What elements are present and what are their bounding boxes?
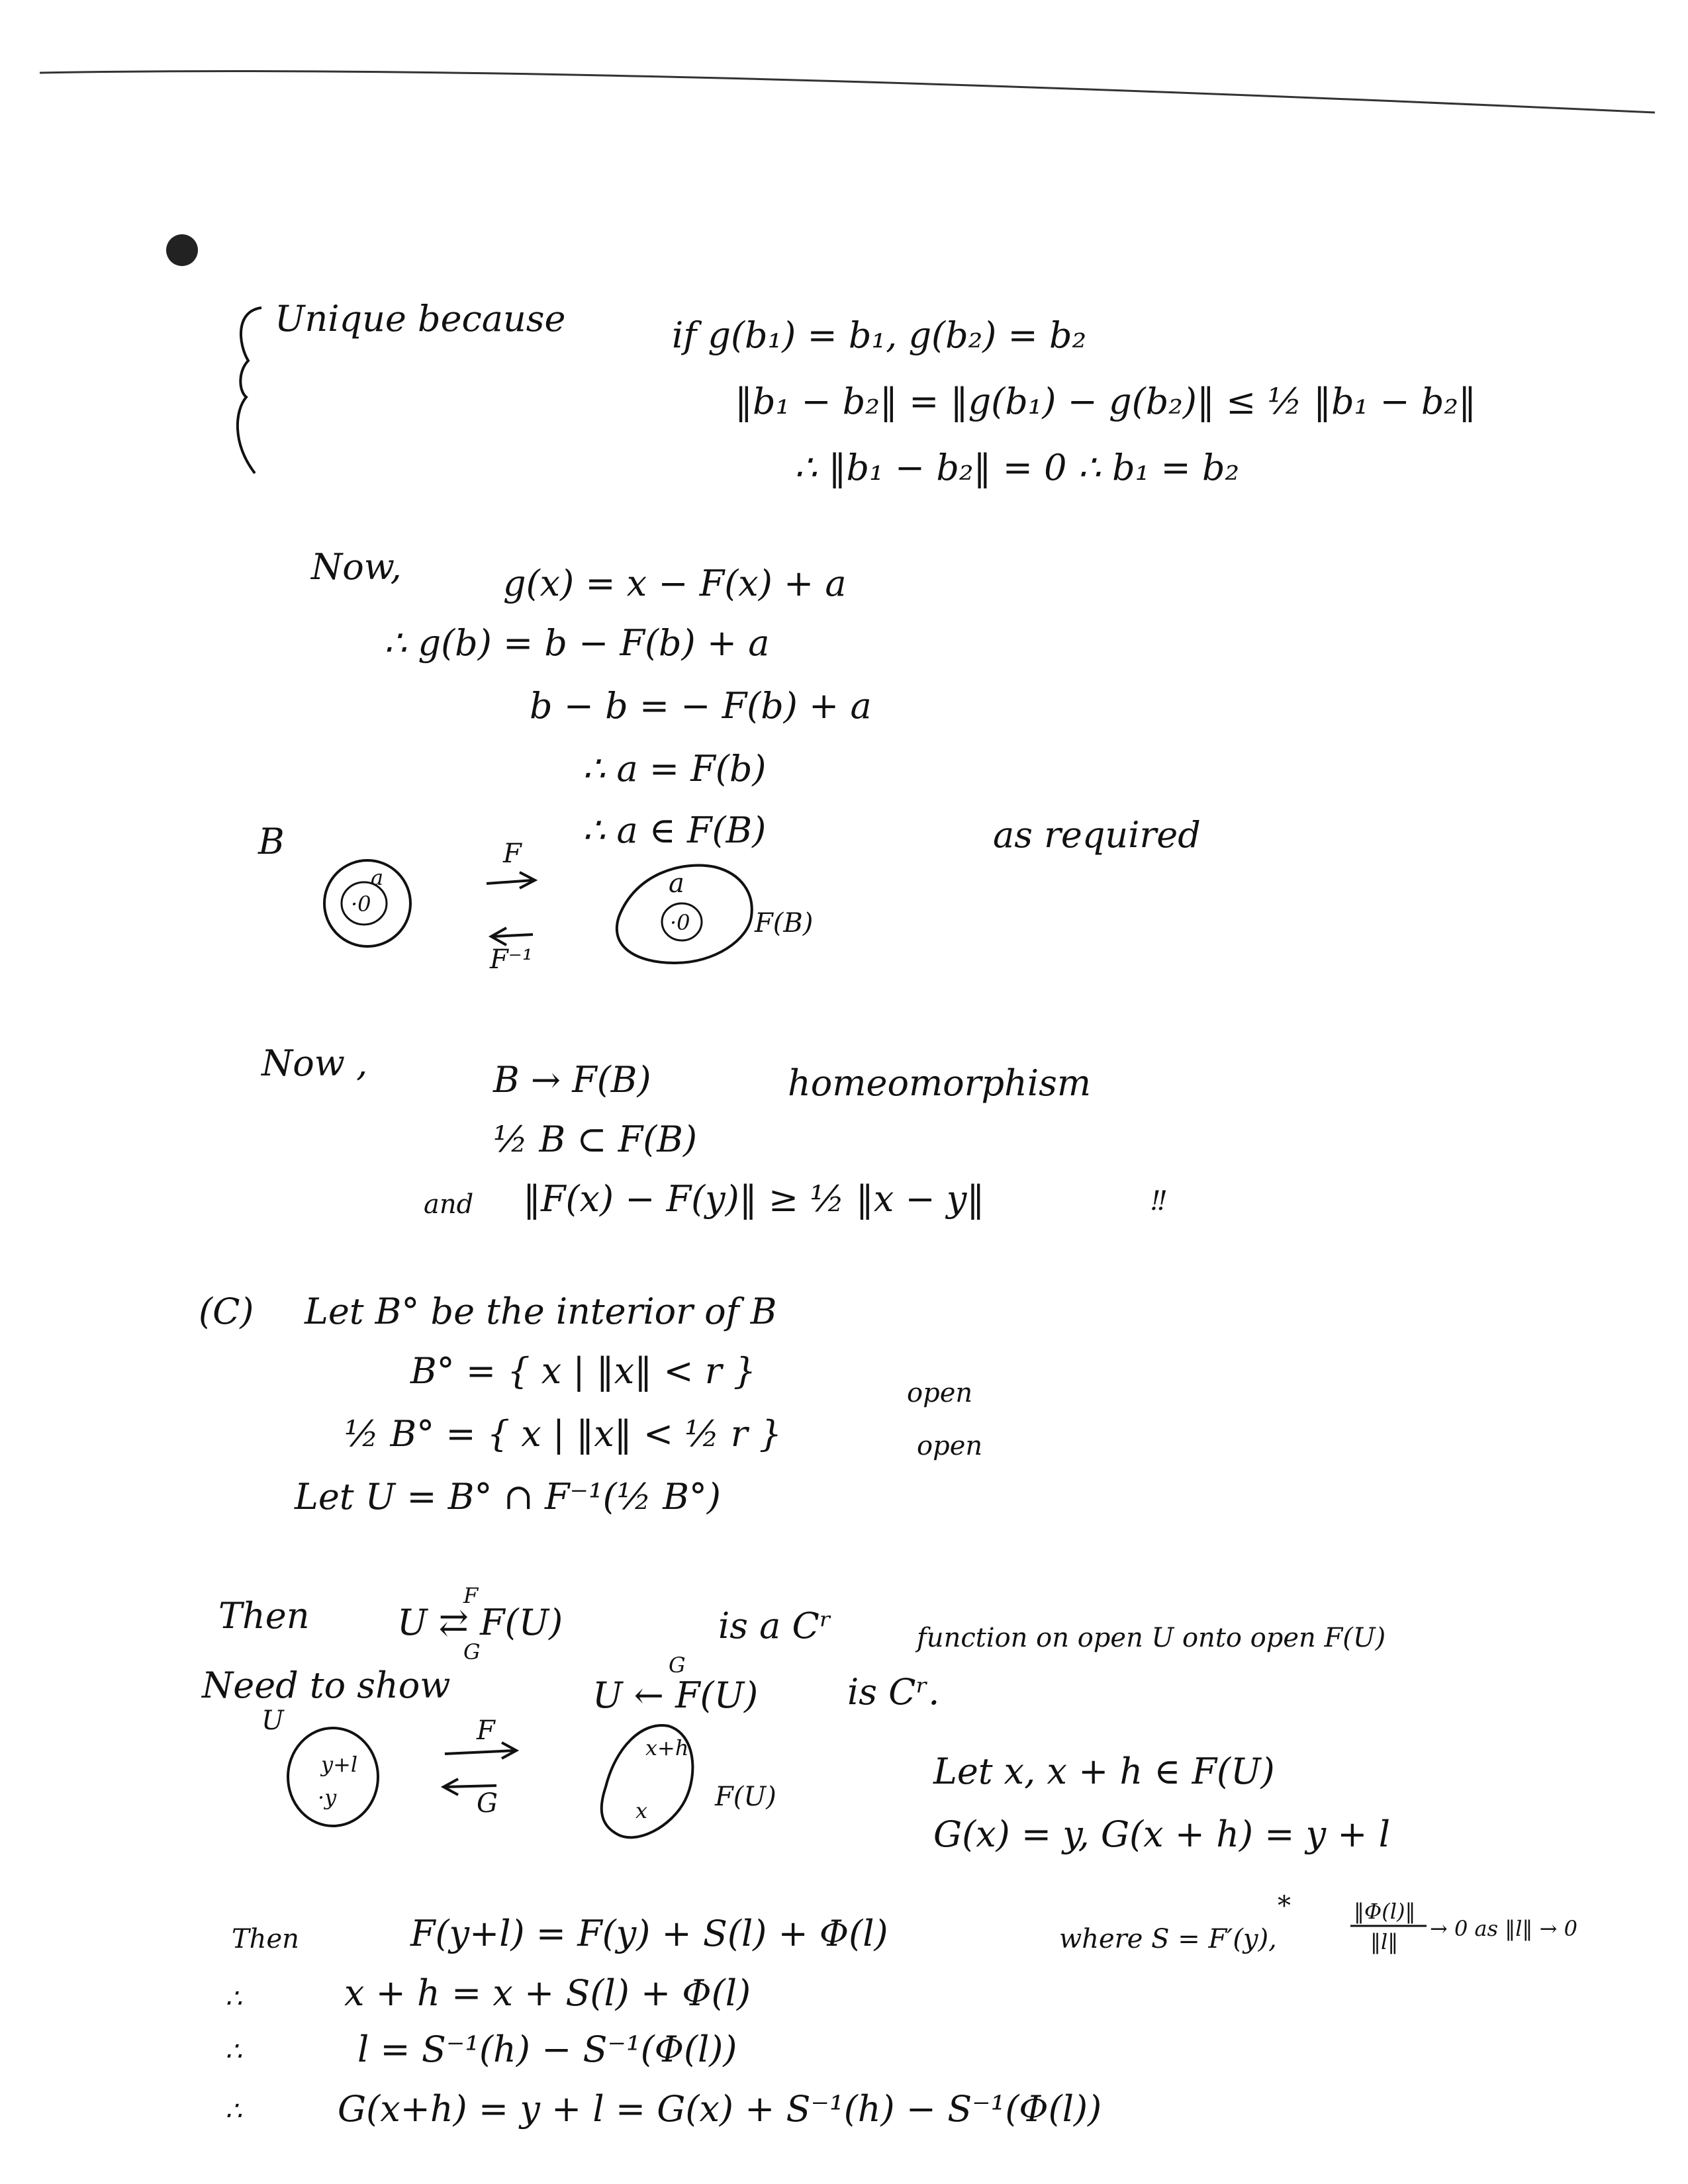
diagram2-fu-label: F(U)	[715, 1782, 776, 1812]
then1-line-1: U ⇄ F(U)	[397, 1602, 563, 1643]
unique-line-2: ‖b₁ − b₂‖ = ‖g(b₁) − g(b₂)‖ ≤ ½ ‖b₁ − b₂‖	[735, 381, 1477, 422]
c-line-1: Let B° be the interior of B	[305, 1291, 777, 1332]
therefore-3: ∴	[225, 2096, 242, 2126]
now-label-2: Now ,	[261, 1042, 368, 1084]
let2-line-1: Let x, x + h ∈ F(U)	[933, 1751, 1275, 1792]
arrow-g	[445, 1786, 496, 1787]
diagram2-y-label: ·y	[318, 1785, 337, 1810]
top-rule-line	[40, 71, 1655, 113]
then1-f-over: F	[463, 1583, 479, 1608]
diagram1-f-label: F	[503, 839, 522, 869]
is-cr-2: is Cʳ.	[847, 1671, 940, 1713]
diagram2-yl-label: y+l	[321, 1752, 358, 1777]
diagram1-small-o: ·0	[351, 891, 371, 917]
unique-label: Unique because	[275, 298, 566, 340]
diagram1-a-label: a	[669, 868, 684, 899]
then1-g-over: G	[669, 1653, 686, 1678]
open-2: open	[917, 1431, 983, 1461]
diagram2-u-label: U	[261, 1706, 284, 1736]
part-c-label: (C)	[199, 1291, 254, 1332]
diagram1-b-label: B	[258, 821, 285, 862]
now1-line-2: ∴ g(b) = b − F(b) + a	[384, 622, 770, 664]
then2-line-3: l = S⁻¹(h) − S⁻¹(Φ(l))	[357, 2028, 737, 2070]
then2-line-1: F(y+l) = F(y) + S(l) + Φ(l)	[410, 1913, 888, 1954]
and-word: and	[424, 1189, 474, 1220]
open-1: open	[907, 1378, 973, 1408]
is-a-cr: is a Cʳ	[718, 1605, 832, 1647]
double-bang: ‼	[1152, 1186, 1166, 1216]
unique-line-3: ∴ ‖b₁ − b₂‖ = 0 ∴ b₁ = b₂	[794, 447, 1240, 488]
now1-line-1: g(x) = x − F(x) + a	[503, 563, 847, 604]
limit-text: → 0 as ‖l‖ → 0	[1430, 1916, 1577, 1941]
bullet-dot	[166, 234, 198, 266]
where-s: where S = F′(y),	[1059, 1924, 1277, 1954]
c-line-3: ½ B° = { x | ‖x‖ < ½ r }	[344, 1413, 782, 1455]
then2-line-2: x + h = x + S(l) + Φ(l)	[344, 1972, 751, 2014]
now-label-1: Now,	[311, 546, 402, 588]
then-label-1: Then	[218, 1595, 310, 1637]
homeomorphism: homeomorphism	[788, 1062, 1092, 1104]
function-text: function on open U onto open F(U)	[917, 1623, 1386, 1653]
therefore-2: ∴	[225, 2036, 242, 2067]
now2-line-2: ½ B ⊂ F(B)	[493, 1118, 698, 1160]
then1-line-2: U ← F(U)	[592, 1674, 759, 1716]
let2-line-2: G(x) = y, G(x + h) = y + l	[933, 1813, 1390, 1855]
diagram1-small-a: a	[371, 865, 384, 890]
then1-g-under: G	[463, 1639, 481, 1664]
then2-line-4: G(x+h) = y + l = G(x) + S⁻¹(h) − S⁻¹(Φ(l))	[338, 2088, 1102, 2130]
ball-u	[288, 1728, 378, 1826]
unique-line-1: if g(b₁) = b₁, g(b₂) = b₂	[672, 314, 1087, 356]
brace-mark	[238, 308, 261, 473]
diagram2-xh-label: x+h	[645, 1735, 689, 1760]
now2-line-1: B → F(B)	[493, 1059, 651, 1101]
now1-line-4: ∴ a = F(b)	[583, 748, 767, 790]
as-required: as required	[993, 814, 1201, 856]
star-mark: *	[1278, 1891, 1291, 1921]
arrow-finv	[493, 934, 533, 936]
diagram1-o-label: ·0	[670, 910, 690, 935]
diagram2-x-label: x	[635, 1798, 648, 1823]
now2-line-3: ‖F(x) − F(y)‖ ≥ ½ ‖x − y‖	[523, 1178, 985, 1220]
fraction-bottom: ‖l‖	[1370, 1929, 1399, 1954]
fraction-top: ‖Φ(l)‖	[1354, 1899, 1416, 1924]
now1-line-5: ∴ a ∈ F(B)	[583, 809, 767, 851]
then-label-2: Then	[232, 1924, 299, 1954]
now1-line-3: b − b = − F(b) + a	[530, 685, 872, 727]
diagram1-finv-label: F⁻¹	[490, 944, 533, 975]
arrow-f2	[445, 1751, 515, 1754]
therefore-1: ∴	[225, 1983, 242, 2014]
arrow-f	[487, 880, 533, 884]
c-line-2: B° = { x | ‖x‖ < r }	[410, 1350, 757, 1392]
c-line-4: Let U = B° ∩ F⁻¹(½ B°)	[295, 1476, 721, 1518]
diagram2-f-label: F	[477, 1715, 495, 1746]
diagram1-fb-label: F(B)	[755, 908, 814, 938]
need-to-show: Need to show	[202, 1664, 451, 1706]
diagram2-g-label: G	[477, 1788, 498, 1819]
